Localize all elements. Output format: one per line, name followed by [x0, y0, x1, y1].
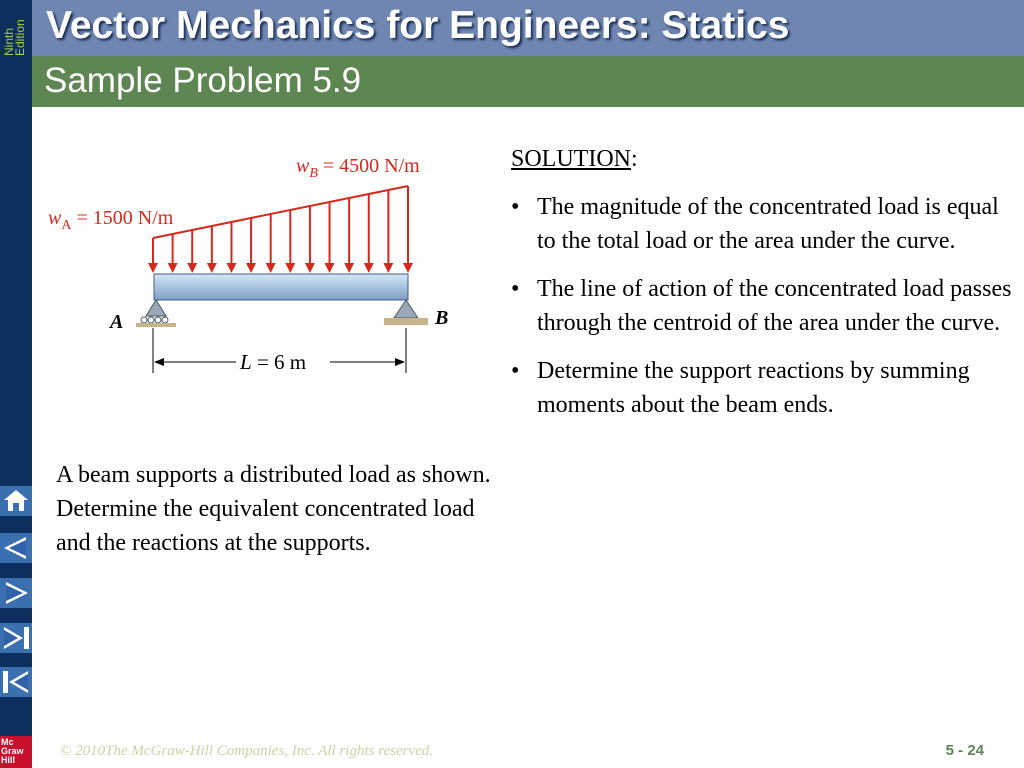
load-arrow-head: [246, 263, 256, 273]
load-arrow-head: [148, 263, 158, 273]
page-subtitle: Sample Problem 5.9: [44, 61, 362, 100]
beam: [154, 274, 408, 300]
edition-line2: Edition: [13, 19, 27, 56]
support-a: [146, 300, 166, 316]
problem-statement: A beam supports a distributed load as shown. Determine the equivalent concentrated load and the reactions at the supports.: [56, 462, 491, 556]
support-b: [394, 300, 418, 318]
wB-label: $w_B = 4500$ N/m: [296, 155, 420, 181]
wA-label: $w_A = 1500$ N/m: [48, 207, 174, 233]
load-arrow-head: [168, 263, 178, 273]
load-arrow-head: [266, 263, 276, 273]
solution-bullet: • Determine the support reactions by summing moments about the beam ends.: [511, 358, 970, 418]
copyright: © 2010The McGraw-Hill Companies, Inc. All rights reserved.: [60, 743, 434, 759]
home-icon[interactable]: [0, 486, 32, 516]
last-icon[interactable]: [0, 623, 32, 653]
support-a-label: A: [110, 311, 124, 333]
solution-bullet: • The line of action of the concentrated load passes through the centroid of the area under the curve.: [511, 276, 1012, 336]
next-icon[interactable]: [0, 578, 32, 608]
load-arrow-head: [207, 263, 217, 273]
page-title: Vector Mechanics for Engineers: Statics: [46, 4, 790, 47]
beam-diagram: [40, 138, 480, 388]
subtitle-bar: [32, 56, 1024, 107]
beam-figure: [40, 138, 480, 388]
previous-icon[interactable]: [0, 533, 32, 563]
solution-bullet: • The magnitude of the concentrated load is equal to the total load or the area under the curve.: [511, 194, 999, 254]
first-icon[interactable]: [0, 667, 32, 697]
logo-line3: Hill: [1, 755, 16, 765]
sidebar: [0, 0, 32, 768]
publisher-logo: [0, 736, 32, 768]
logo-line2: Graw: [1, 746, 24, 756]
solution-heading: SOLUTION:: [511, 146, 638, 172]
load-arrow-head: [226, 263, 236, 273]
load-arrow-head: [403, 263, 413, 273]
edition-line1: Ninth: [2, 27, 16, 56]
load-arrow-head: [344, 263, 354, 273]
load-arrow-head: [383, 263, 393, 273]
load-arrow-head: [187, 263, 197, 273]
solution-panel: [511, 142, 1016, 436]
load-arrow-head: [305, 263, 315, 273]
load-arrow-head: [285, 263, 295, 273]
edition-label: [0, 0, 32, 60]
load-arrows: [148, 186, 413, 273]
logo-line1: Mc: [1, 737, 14, 747]
load-arrow-head: [364, 263, 374, 273]
support-b-label: B: [435, 307, 449, 329]
title-bar: [32, 0, 1024, 56]
load-arrow-head: [325, 263, 335, 273]
page-number: 5 - 24: [945, 742, 984, 759]
length-label: L = 6 m: [240, 350, 307, 374]
